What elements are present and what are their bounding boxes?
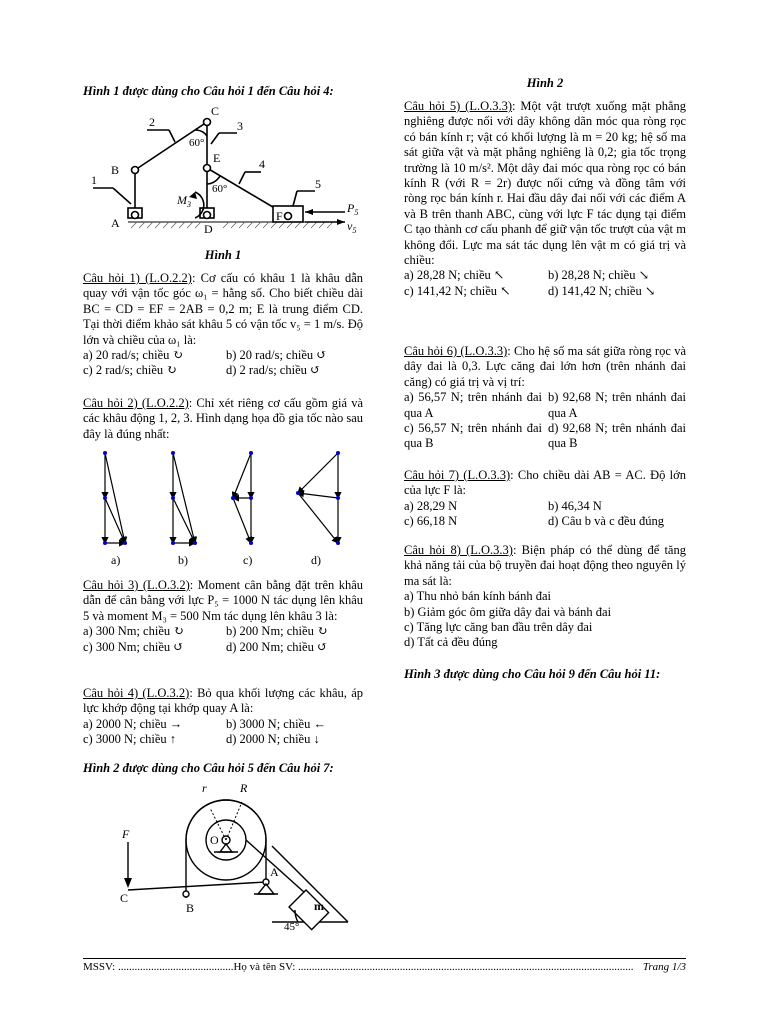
link-3-label: 3 xyxy=(237,119,243,133)
option-a[interactable]: a) 28,28 N; chiều ↖ xyxy=(404,268,505,283)
option-c[interactable]: c) 2 rad/s; chiều ↻ xyxy=(83,363,177,378)
diagram-b-label: b) xyxy=(178,553,188,567)
point-c-label: C xyxy=(211,104,220,118)
option-c[interactable]: c) 141,42 N; chiều ↖ xyxy=(404,283,511,298)
figure-1-caption: Hình 1 xyxy=(204,248,242,262)
point-f-label: F xyxy=(276,209,283,223)
figure-2-heading: Hình 2 được dùng cho Câu hỏi 5 đến Câu hỏi 7: xyxy=(83,761,334,775)
question-6-options xyxy=(404,390,686,452)
point-a-label: A xyxy=(270,865,279,879)
angle-c-label: 60° xyxy=(189,137,205,149)
option-c[interactable]: c) 3000 N; chiều ↑ xyxy=(83,732,177,747)
question-6-title: Câu hỏi 6) (L.O.3.3) xyxy=(404,344,508,358)
diagram-c-label: c) xyxy=(243,553,253,567)
question-6-text: : Cho hệ số ma sát giữa ròng rọc và dây đai là 0,3. Lực căng đai lớn hơn (trên nhánh đai căng) có giá trị và vị trí: xyxy=(404,344,686,389)
question-1-options xyxy=(83,348,363,379)
link-1-label: 1 xyxy=(91,173,97,187)
force-p5-label: $P_5$ xyxy=(347,201,359,217)
option-c[interactable]: c) 66,18 N xyxy=(404,514,458,529)
angle-e-label: 60° xyxy=(212,183,228,195)
question-8 xyxy=(404,543,686,651)
option-d[interactable]: d) 2 rad/s; chiều ↺ xyxy=(226,363,321,378)
diagram-d-label: d) xyxy=(311,553,321,567)
question-5-text: : Một vật trượt xuống mặt phẳng nghiêng được nối với dây không dãn móc qua ròng rọc có bán kính r; vật có khối lượng là m = 20 kg; hệ số ma sát giữa vật và mặt phẳng nghiêng là 0,2; gia tốc trọng trường là 10 m/s². Một dây đai móc qua ròng rọc có bán kính R (với R = 2r) được nối cứng và đồng tâm với ròng rọc bán kính r. Hai đầu dây đai nối với các điểm A và B trên thanh ABC, cùng với lực F tác dụng tại điểm C tạo thành cơ cấu phanh để giữ vận tốc trượt của vật m không đổi. Lực ma sát tác dụng lên vật m có giá trị và chiều: xyxy=(404,99,686,268)
question-7 xyxy=(404,468,686,530)
option-b[interactable]: b) 20 rad/s; chiều ↺ xyxy=(226,348,327,363)
option-d[interactable]: d) 92,68 N; trên nhánh đai qua B xyxy=(548,421,686,451)
question-7-options xyxy=(404,499,686,530)
option-a[interactable]: a) 28,29 N xyxy=(404,498,458,513)
student-info-line: MSSV: ..........................................Họ và tên SV: .......................................................................................................................... xyxy=(83,961,634,973)
option-a[interactable]: a) 20 rad/s; chiều ↻ xyxy=(83,348,184,363)
option-c[interactable]: c) 56,57 N; trên nhánh đai qua B xyxy=(404,421,542,451)
link-2-label: 2 xyxy=(149,115,155,129)
option-d[interactable]: d) 200 Nm; chiều ↺ xyxy=(226,639,328,654)
question-4-title: Câu hỏi 4) (L.O.3.2) xyxy=(83,686,190,700)
option-a[interactable]: a) Thu nhỏ bán kính bánh đai xyxy=(404,589,551,604)
question-5-options xyxy=(404,268,686,299)
question-5 xyxy=(404,99,686,299)
question-4-options xyxy=(83,717,363,748)
option-b[interactable]: b) Giảm góc ôm giữa dây đai và bánh đai xyxy=(404,604,612,619)
option-c[interactable]: c) 300 Nm; chiều ↺ xyxy=(83,639,184,654)
option-a[interactable]: a) 2000 N; chiều → xyxy=(83,716,183,731)
figure-2-pulley-brake xyxy=(110,780,360,940)
option-b[interactable]: b) 28,28 N; chiều ↘ xyxy=(548,268,650,283)
question-2 xyxy=(83,396,363,442)
option-a[interactable]: a) 300 Nm; chiều ↻ xyxy=(83,624,184,639)
question-2-title: Câu hỏi 2) (L.O.2.2) xyxy=(83,396,189,410)
question-7-text: : Cho chiều dài AB = AC. Độ lớn của lực F là: xyxy=(404,468,686,498)
page-footer xyxy=(83,958,686,973)
figure-1-heading: Hình 1 được dùng cho Câu hỏi 1 đến Câu hỏi 4: xyxy=(83,84,334,98)
point-b-label: B xyxy=(111,163,120,177)
option-d[interactable]: d) Câu b và c đều đúng xyxy=(548,514,664,529)
link-5-label: 5 xyxy=(315,177,321,191)
center-o-label: O xyxy=(210,833,219,847)
figure-3-heading: Hình 3 được dùng cho Câu hỏi 9 đến Câu hỏi 11: xyxy=(404,667,661,681)
moment-m3-label: $M_3$ xyxy=(177,193,191,209)
question-3 xyxy=(83,578,363,655)
question-6 xyxy=(404,344,686,452)
point-b-label: B xyxy=(186,901,195,915)
question-7-title: Câu hỏi 7) (L.O.3.3) xyxy=(404,468,511,482)
question-3-options xyxy=(83,624,363,655)
figure-1-mechanism xyxy=(83,100,363,240)
question-4-text: : Bỏ qua khối lượng các khâu, áp lực khớp động tại khớp quay A là: xyxy=(83,686,363,716)
question-3-text: : Moment cân bằng đặt trên khâu dẫn để cân bằng với lực P₅ = 1000 N tác dụng lên khâu 5 và moment M₃ = 500 Nm tác dụng lên khâu 3 là: xyxy=(83,578,363,623)
option-c[interactable]: c) Tăng lực căng ban đầu trên dây đai xyxy=(404,620,593,635)
option-d[interactable]: d) Tất cả đều đúng xyxy=(404,635,498,650)
question-8-title: Câu hỏi 8) (L.O.3.3) xyxy=(404,543,513,557)
question-3-title: Câu hỏi 3) (L.O.3.2) xyxy=(83,578,190,592)
incline-angle-label: 45° xyxy=(284,921,300,933)
option-b[interactable]: b) 3000 N; chiều ← xyxy=(226,716,326,731)
question-5-title: Câu hỏi 5) (L.O.3.3) xyxy=(404,99,513,113)
acceleration-diagrams xyxy=(83,448,363,573)
question-1 xyxy=(83,271,363,379)
point-a-label: A xyxy=(111,216,120,230)
question-1-text: : Cơ cấu có khâu 1 là khâu dẫn quay với vận tốc góc ω₁ = hằng số. Cho biết chiều dài BC = CD = EF = 2AB = 0,2 m; E là trung điểm CD. Tại thời điểm khảo sát khâu 5 có vận tốc v₅ = 1 m/s. Độ lớn và chiều của ω₁ là: xyxy=(83,271,363,347)
point-e-label: E xyxy=(213,151,221,165)
option-b[interactable]: b) 92,68 N; trên nhánh đai qua A xyxy=(548,390,686,420)
question-1-title: Câu hỏi 1) (L.O.2.2) xyxy=(83,271,192,285)
question-8-text: : Biện pháp có thể dùng để tăng khả năng tải của bộ truyền đai hoạt động theo nguyên lý ma sát là: xyxy=(404,543,686,588)
question-4 xyxy=(83,686,363,748)
option-a[interactable]: a) 56,57 N; trên nhánh đai qua A xyxy=(404,390,542,420)
question-8-options xyxy=(404,589,686,651)
option-d[interactable]: d) 141,42 N; chiều ↘ xyxy=(548,283,656,298)
option-b[interactable]: b) 200 Nm; chiều ↻ xyxy=(226,624,328,639)
diagram-a-label: a) xyxy=(111,553,121,567)
radius-R-label: R xyxy=(240,781,248,795)
radius-r-label: r xyxy=(202,781,207,795)
force-f-label: F xyxy=(122,827,130,841)
point-c-label: C xyxy=(120,891,129,905)
option-b[interactable]: b) 46,34 N xyxy=(548,498,602,513)
figure-2-caption: Hình 2 xyxy=(526,76,564,90)
link-4-label: 4 xyxy=(259,157,265,171)
page-number: Trang 1/3 xyxy=(642,961,686,973)
question-2-text: : Chỉ xét riêng cơ cấu gồm giá và các khâu động 1, 2, 3. Hình dạng họa đồ gia tốc nào sau đây là đúng nhất: xyxy=(83,396,363,441)
point-d-label: D xyxy=(204,222,213,236)
velocity-v5-label: $v_5$ xyxy=(347,219,357,235)
option-d[interactable]: d) 2000 N; chiều ↓ xyxy=(226,732,320,747)
mass-m-label: m xyxy=(314,899,324,913)
